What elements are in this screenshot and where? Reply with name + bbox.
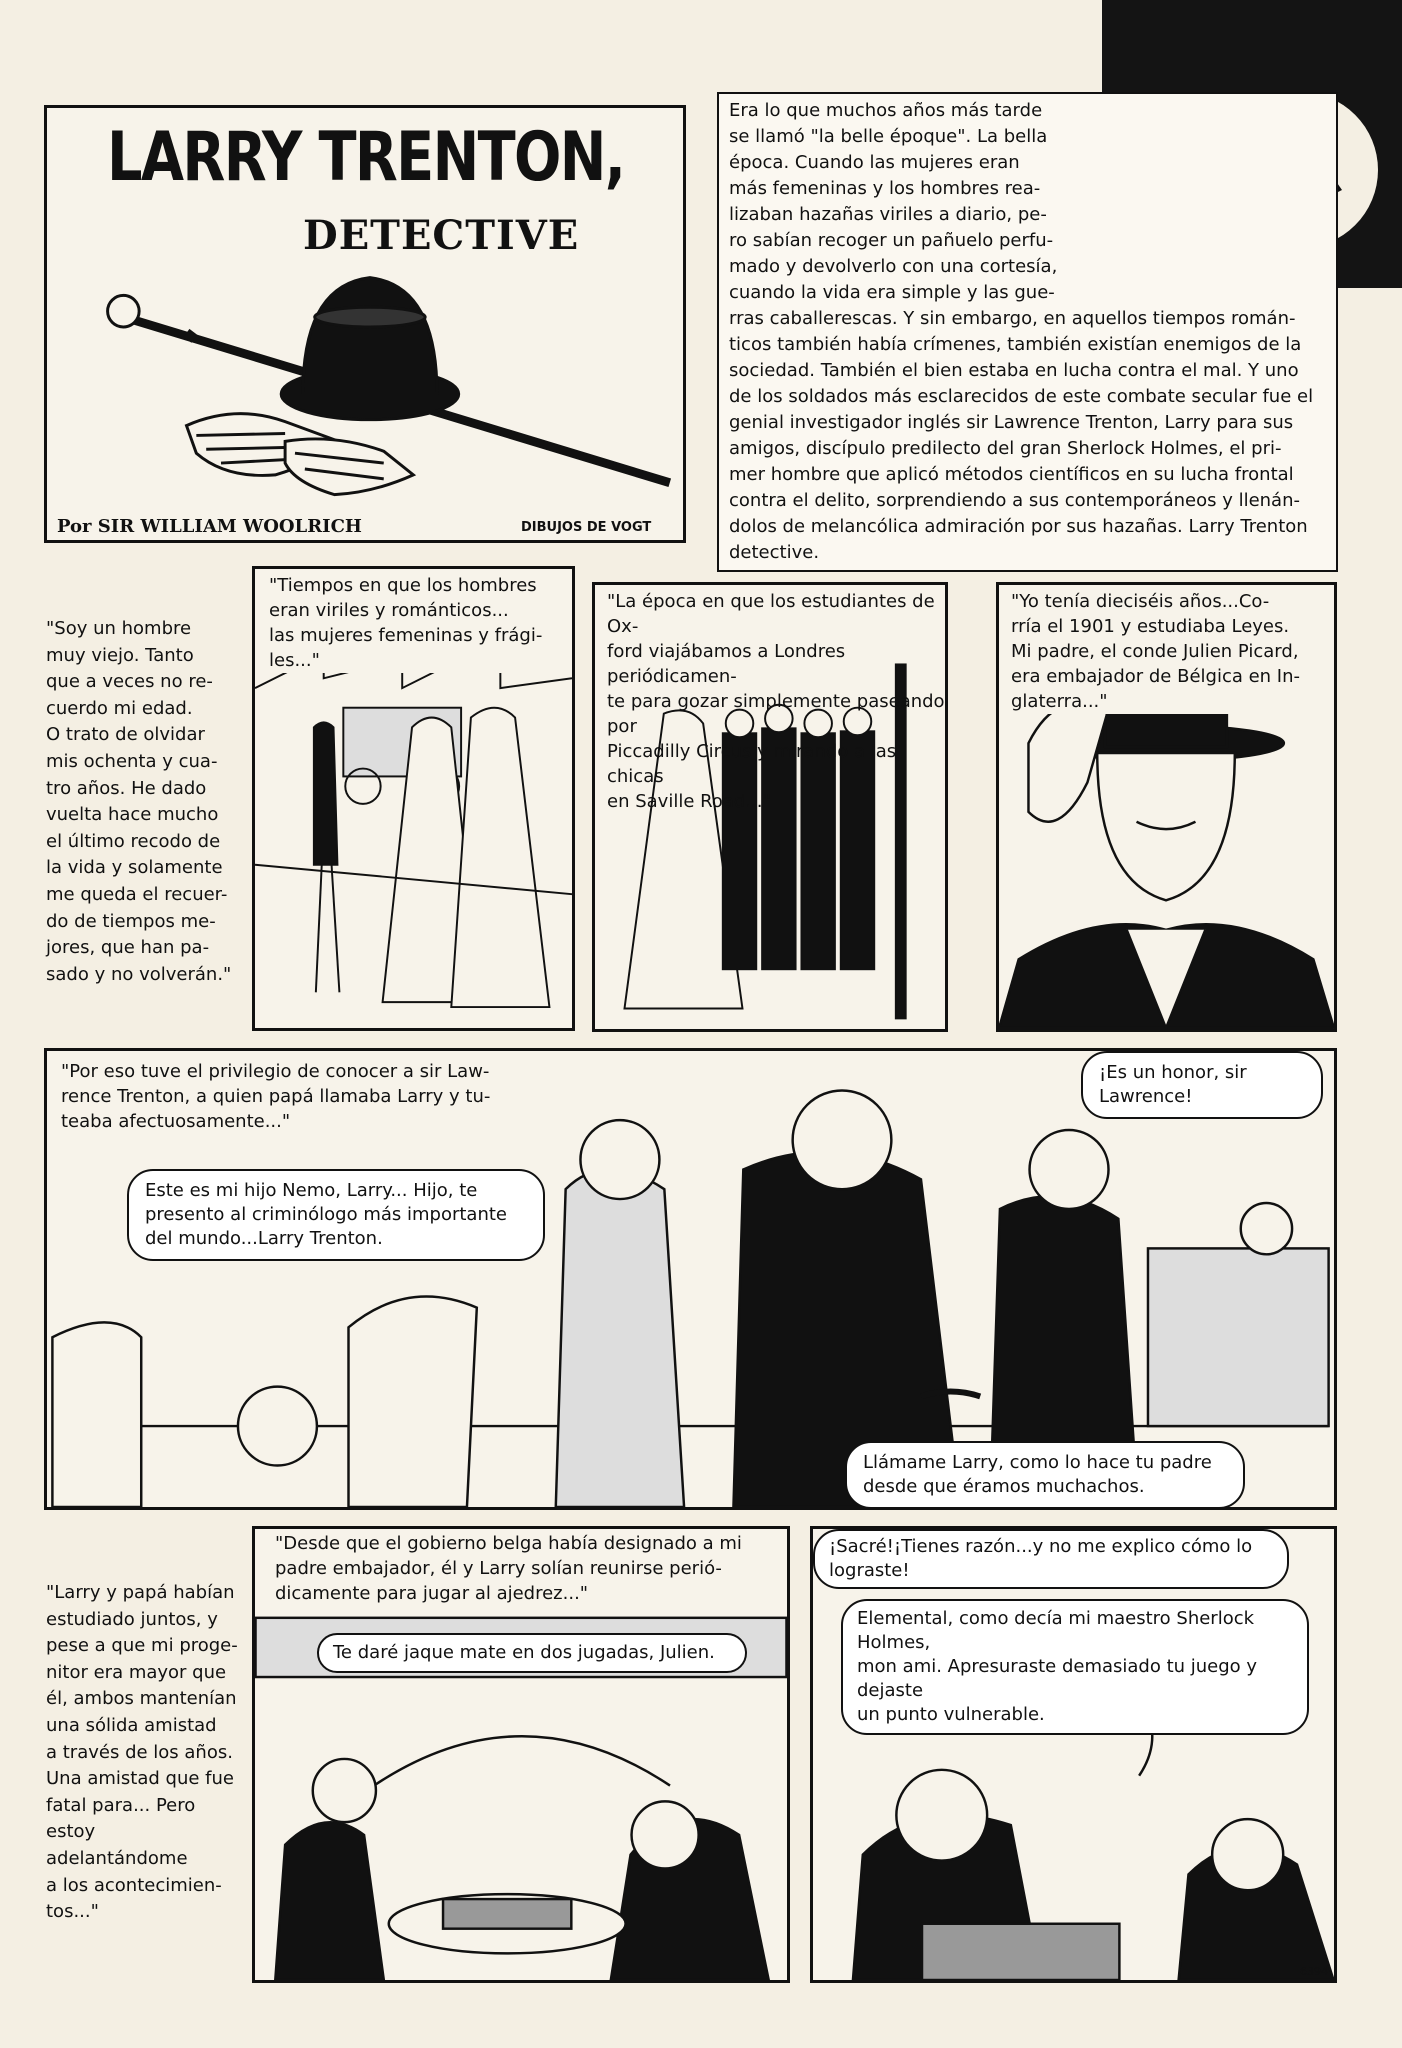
row2-panel-portrait xyxy=(996,582,1337,1032)
row2-panel2-caption: "La época en que los estudiantes de Ox- ford viajábamos a Londres periódicamen- te para gozar simplemente paseando por Piccadilly Circus y mirando a las chicas en Saville Road..." xyxy=(607,591,945,812)
row4-side-caption: "Larry y papá habían estudiado juntos, y pese a que mi proge- nitor era mayor que él, ambos mantenían una sólida amistad a través de los años. Una amistad que fue fatal para... Pero estoy adelantándome a los acontecimien- tos..." xyxy=(46,1582,238,1923)
row3-panel-introduction xyxy=(44,1048,1337,1510)
title-panel xyxy=(44,105,686,543)
cane-hat-gloves-illustration xyxy=(47,108,683,540)
row2-panel-students xyxy=(592,582,948,1032)
row2-panel-street xyxy=(252,566,575,1031)
bubble-larry: Llámame Larry, como lo hace tu padre desde que éramos muchachos. xyxy=(845,1441,1245,1509)
page-code: 6394 xyxy=(1300,1965,1328,1978)
bubble-checkmate: Te daré jaque mate en dos jugadas, Julien. xyxy=(317,1633,747,1673)
row2-panel1-caption: "Tiempos en que los hombres eran viriles y románticos... las mujeres femeninas y frági- les..." xyxy=(269,573,569,673)
row4-panel-elemental xyxy=(810,1526,1337,1983)
bubble-elemental: Elemental, como decía mi maestro Sherlock Holmes, mon ami. Apresuraste demasiado tu juego y dejaste un punto vulnerable. xyxy=(841,1599,1309,1735)
row2-panel3-caption: "Yo tenía dieciséis años...Co- rría el 1901 y estudiaba Leyes. Mi padre, el conde Julien Picard, era embajador de Bélgica en In- glaterra..." xyxy=(1011,589,1336,714)
row3-caption: "Por eso tuve el privilegio de conocer a sir Law- rence Trenton, a quien papá llamaba Larry y tu- teaba afectuosamente..." xyxy=(61,1059,581,1134)
row4-panel1-caption: "Desde que el gobierno belga había designado a mi padre embajador, él y Larry solían reunirse perió- dicamente para jugar al ajedrez..." xyxy=(275,1533,742,1604)
intro-text: Era lo que muchos años más tarde se llamó "la belle époque". La bella época. Cuando las mujeres eran más femeninas y los hombres rea- lizaban hazañas viriles a diario, pe- ro sabían recoger un pañuelo perfu- mado y devolverlo con una cortesía, cuando la vida era simple y las gue- rras caballerescas. Y sin embargo, en aquellos tiempos román- ticos también había crímenes, también existían enemigos de la sociedad. También el bien estaba en lucha contra el mal. Y uno de los soldados más esclarecidos de este combate secular fue el genial investigador inglés sir Lawrence Trenton, Larry para sus amigos, discípulo predilecto del gran Sherlock Holmes, el pri- mer hombre que aplicó métodos científicos en su lucha frontal contra el delito, sorprendiendo a sus contemporáneos y llenán- dolos de melancólica admiración por sus hazañas. Larry Trenton detective. xyxy=(717,92,1338,572)
byline: Por SIR WILLIAM WOOLRICH xyxy=(57,516,362,537)
title-line2: DETECTIVE xyxy=(303,212,580,259)
title-line1: LARRY TRENTON, xyxy=(107,118,625,197)
elemental-chess-illustration xyxy=(813,1529,1334,1980)
row4-panel-chess xyxy=(252,1526,790,1983)
row2-side-caption: "Soy un hombre muy viejo. Tanto que a veces no re- cuerdo mi edad. O trato de olvidar mis ochenta y cua- tro años. He dado vuelta hace mucho el último recodo de la vida y solamente me queda el recuer- do de tiempos me- jores, que han pa- sado y no volverán." xyxy=(46,618,232,985)
bubble-sacre: ¡Sacré!¡Tienes razón...y no me explico cómo lo lograste! xyxy=(813,1529,1289,1589)
bubble-father: Este es mi hijo Nemo, Larry... Hijo, te presento al criminólogo más importante del mundo...Larry Trenton. xyxy=(127,1169,545,1261)
art-credit: DIBUJOS DE VOGT xyxy=(521,520,652,535)
bubble-son: ¡Es un honor, sir Lawrence! xyxy=(1081,1051,1323,1119)
